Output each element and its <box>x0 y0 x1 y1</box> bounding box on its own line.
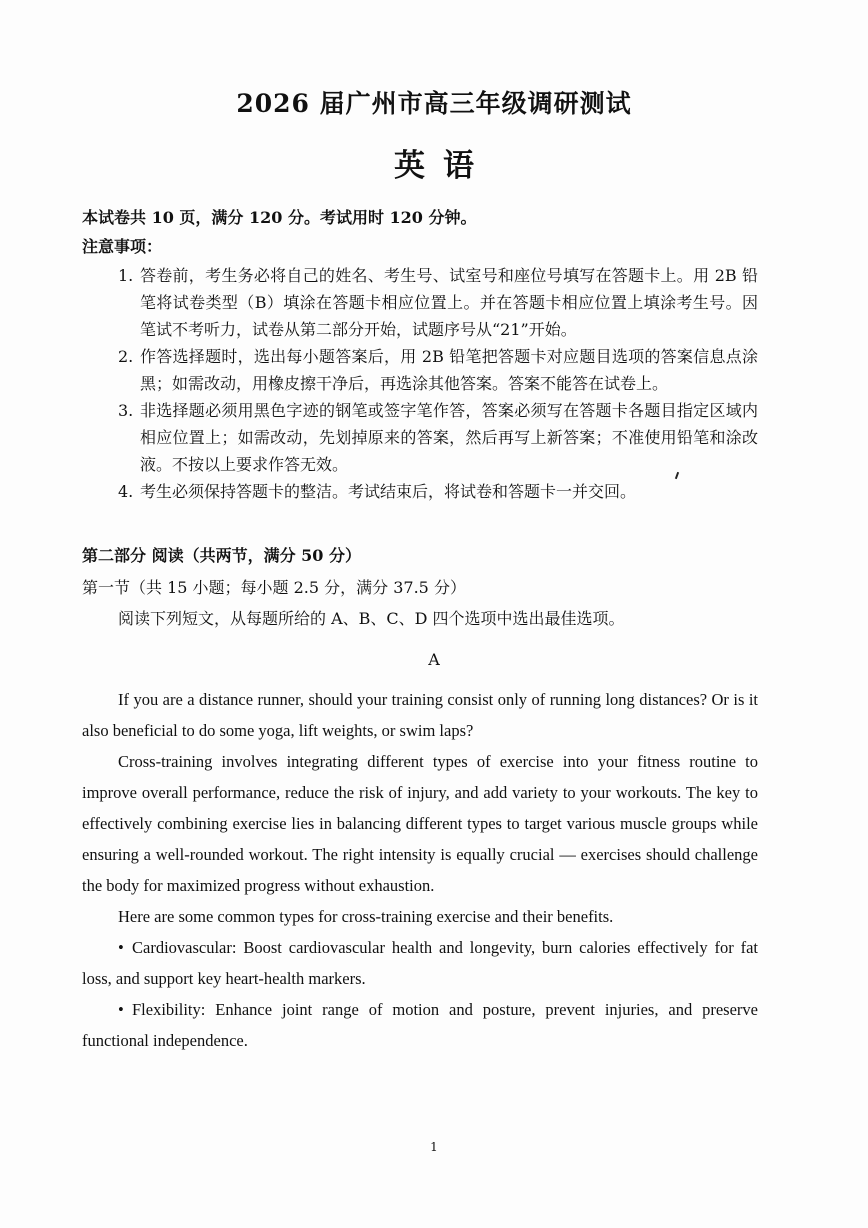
passage-label: A <box>428 650 440 669</box>
passage-paragraph: If you are a distance runner, should your training consist only of running long distances? Or is it also beneficial to do some yoga, lift weights, or swim laps? <box>82 690 758 740</box>
notice-item <box>118 262 758 343</box>
notice-item-text: 考生必须保持答题卡的整洁。考试结束后，将试卷和答题卡一并交回。 <box>140 482 637 501</box>
passage-bullet-item <box>82 994 758 1056</box>
part-heading: 第二部分 阅读（共两节，满分 50 分） <box>82 546 361 565</box>
section-heading: 第一节（共 15 小题；每小题 2.5 分，满分 37.5 分） <box>82 578 466 597</box>
notice-item-text: 非选择题必须用黑色字迹的钢笔或签字笔作答，答案必须写在答题卡各题目指定区域内相应位置上；如需改动，先划掉原来的答案，然后再写上新答案；不准使用铅笔和涂改液。不按以上要求作答无效。 <box>140 401 758 474</box>
notice-heading: 注意事项： <box>82 237 163 256</box>
passage-body <box>82 684 758 1056</box>
notice-item-text: 答卷前，考生务必将自己的姓名、考生号、试室号和座位号填写在答题卡上。用 2B 铅笔将试卷类型（B）填涂在答题卡相应位置上。并在答题卡相应位置上填涂考生号。因笔试不考听力，试卷从第二部分开始，试题序号从“21”开始。 <box>140 266 758 339</box>
notice-list <box>118 262 758 505</box>
bullet-icon: • <box>118 1000 124 1019</box>
notice-item-number: 2. <box>118 347 134 366</box>
passage-bullet-text: Cardiovascular: Boost cardiovascular health and longevity, burn calories effectively for fat loss, and support key heart-health markers. <box>82 938 758 988</box>
exam-meta: 本试卷共 10 页，满分 120 分。考试用时 120 分钟。 <box>82 208 477 227</box>
passage-bullet-text: Flexibility: Enhance joint range of motion and posture, prevent injuries, and preserve functional independence. <box>82 1000 758 1050</box>
bullet-icon: • <box>118 938 124 957</box>
notice-item <box>118 478 758 505</box>
passage-paragraph: Here are some common types for cross-training exercise and their benefits. <box>118 907 614 926</box>
notice-item <box>118 397 758 478</box>
section-instruction: 阅读下列短文，从每题所给的 A、B、C、D 四个选项中选出最佳选项。 <box>118 609 625 628</box>
notice-item-text: 作答选择题时，选出每小题答案后，用 2B 铅笔把答题卡对应题目选项的答案信息点涂黑；如需改动，用橡皮擦干净后，再选涂其他答案。答案不能答在试卷上。 <box>140 347 758 393</box>
notice-item <box>118 343 758 397</box>
exam-title: 2026 届广州市高三年级调研测试 <box>236 89 632 118</box>
notice-item-number: 3. <box>118 401 134 420</box>
passage-paragraph: Cross-training involves integrating different types of exercise into your fitness routine to improve overall performance, reduce the risk of injury, and add variety to your workouts. The key to effectively combining exercise lies in balancing different types to target various muscle groups while ensuring a well-rounded workout. The right intensity is equally crucial — exercises should challenge the body for maximized progress without exhaustion. <box>82 752 758 895</box>
passage-bullet-item <box>82 932 758 994</box>
subject-title: 英语 <box>394 148 492 184</box>
page-number: 1 <box>430 1140 438 1154</box>
notice-item-number: 1. <box>118 266 134 285</box>
notice-item-number: 4. <box>118 482 134 501</box>
